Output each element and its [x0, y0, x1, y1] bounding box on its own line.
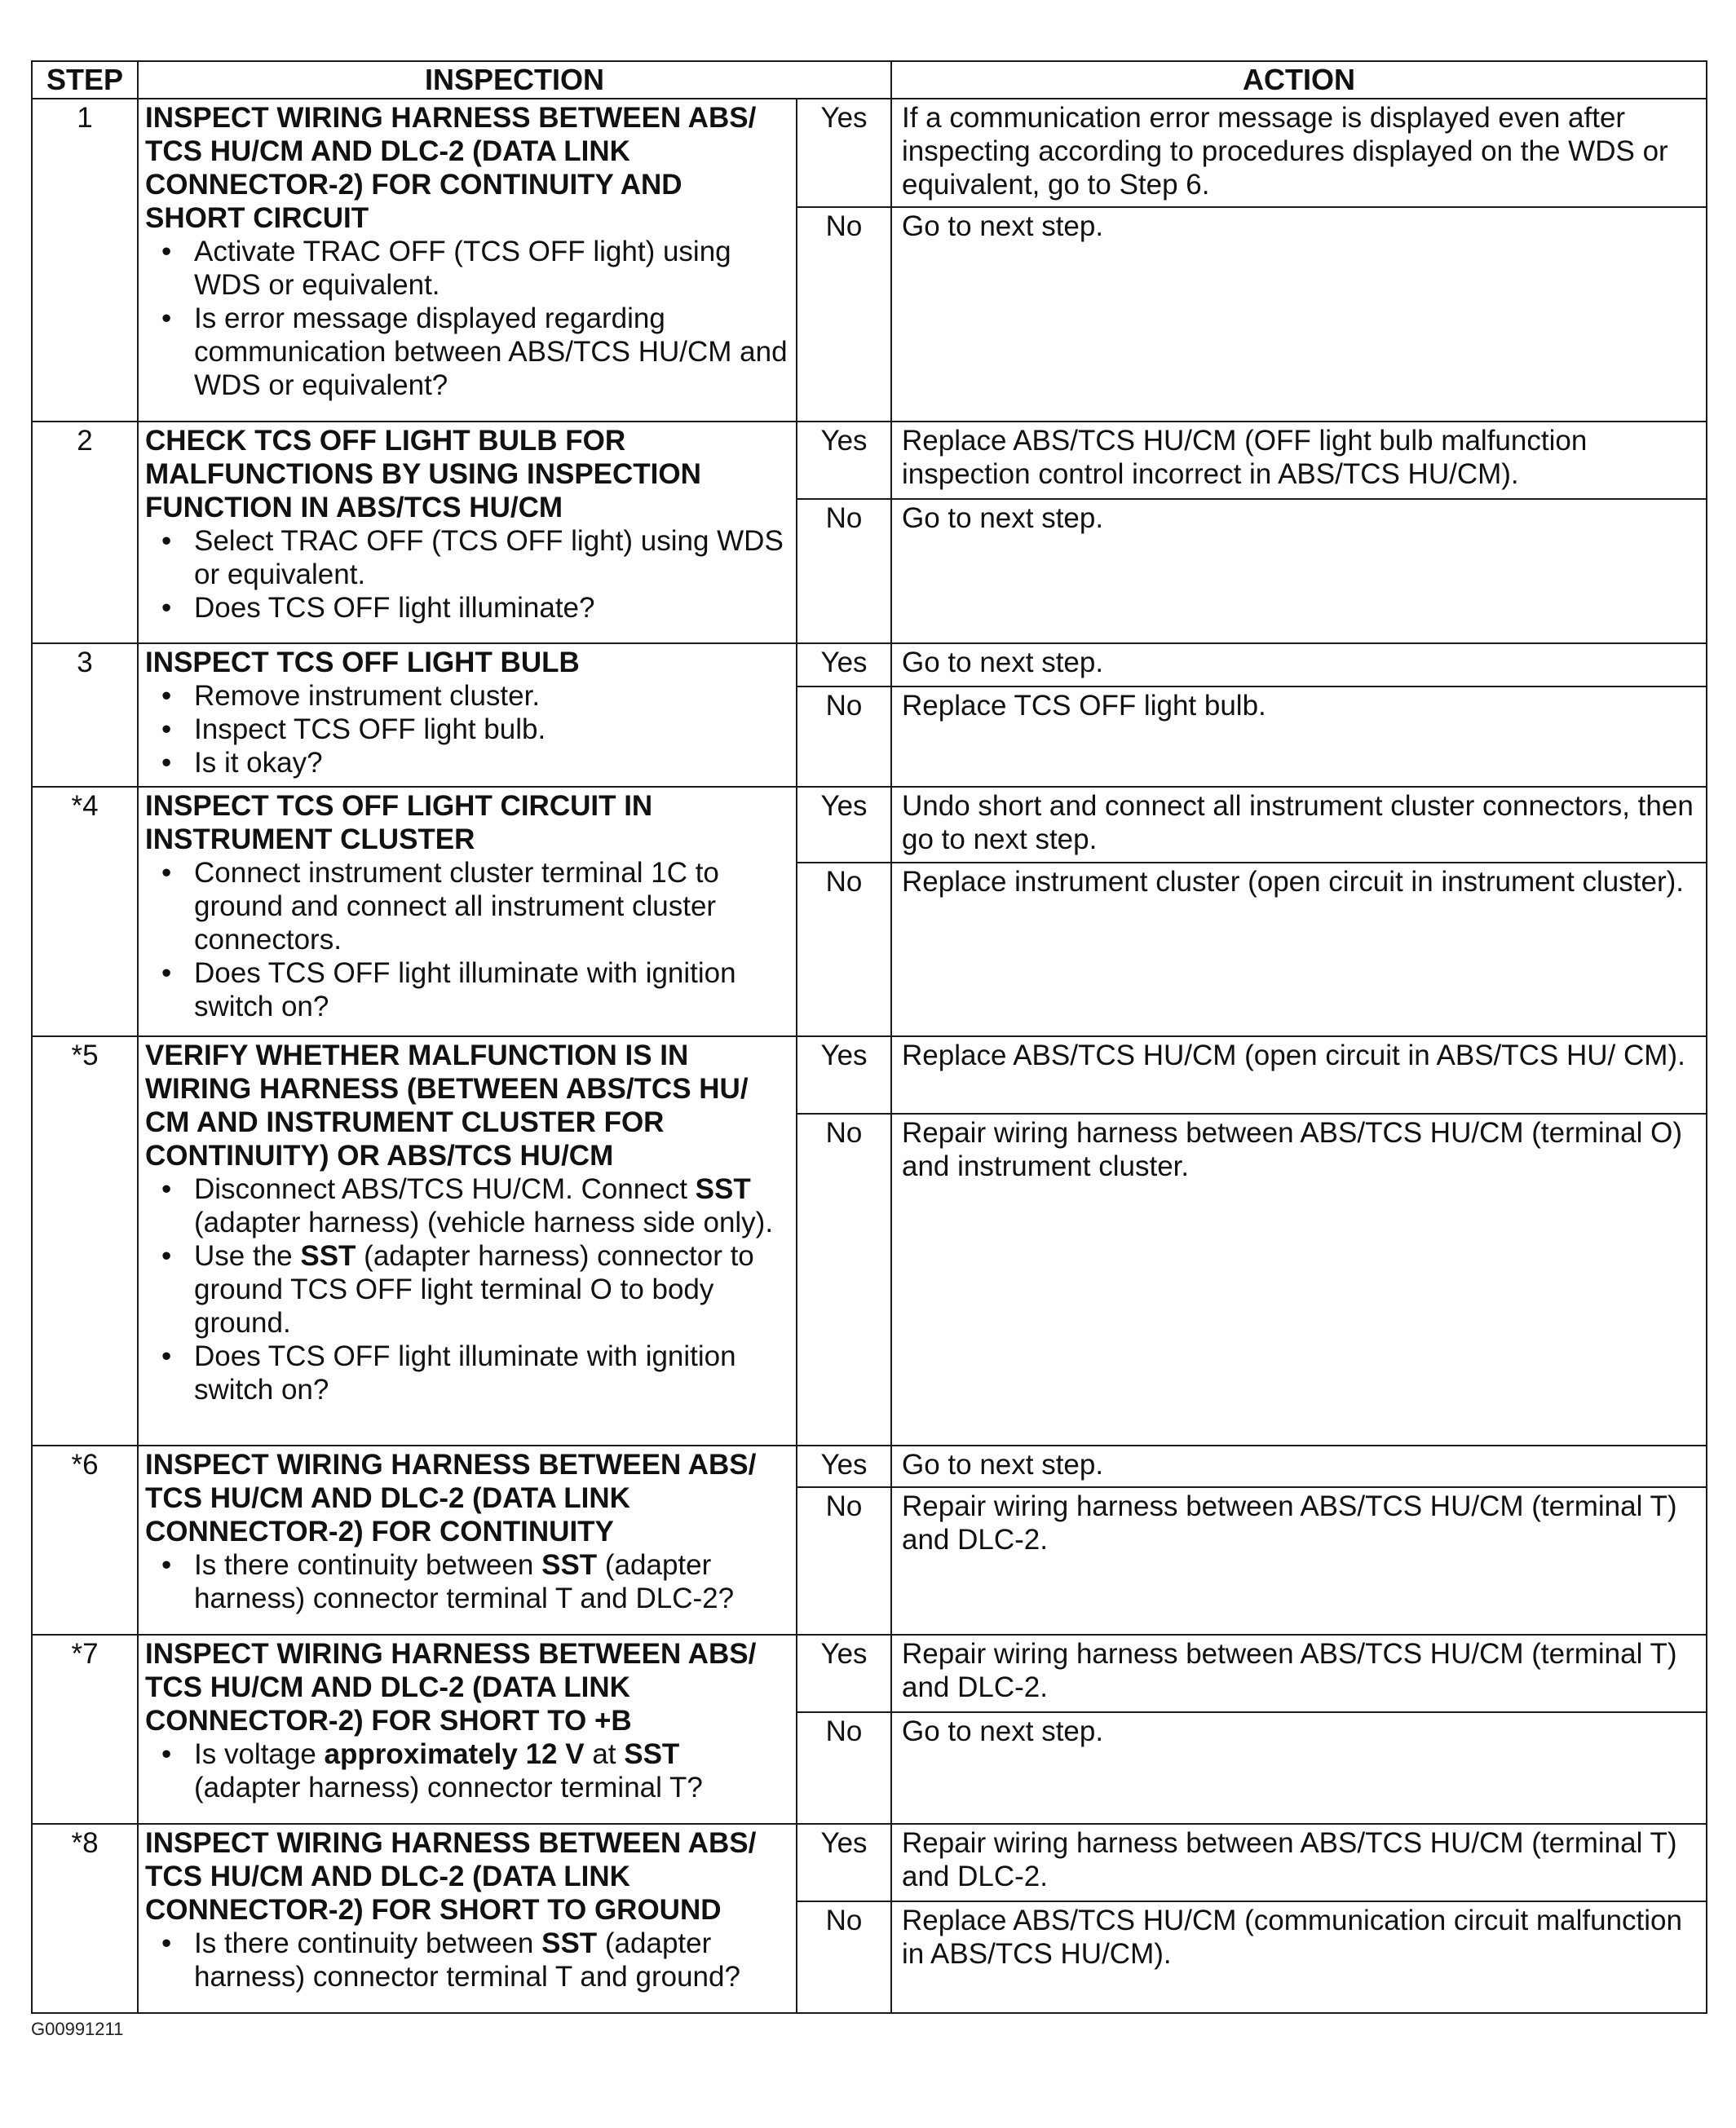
inspection-cell [138, 1036, 797, 1446]
yes-action: Replace ABS/TCS HU/CM (OFF light bulb malfunction inspection control incorrect in ABS/TCS HU/CM). [891, 422, 1707, 499]
no-label: No [797, 1901, 891, 2013]
yes-action: Undo short and connect all instrument cluster connectors, then go to next step. [891, 787, 1707, 863]
step-number: *6 [32, 1446, 138, 1635]
inspection-cell [138, 99, 797, 422]
list-item: • Is error message displayed regarding communication between ABS/TCS HU/CM and WDS or equivalent? [194, 302, 789, 402]
inspection-title: INSPECT TCS OFF LIGHT CIRCUIT IN INSTRUMENT CLUSTER [145, 790, 653, 855]
inspection-cell [138, 1446, 797, 1635]
table-row [32, 99, 1707, 207]
step-number: *7 [32, 1635, 138, 1824]
inspection-bullets [145, 1172, 789, 1406]
yes-label: Yes [797, 422, 891, 499]
step-number: 3 [32, 643, 138, 787]
yes-label: Yes [797, 1446, 891, 1487]
list-item: • Is there continuity between SST (adapter harness) connector terminal T and ground? [194, 1927, 789, 1993]
list-item: • Does TCS OFF light illuminate? [194, 591, 789, 625]
step-number: 2 [32, 422, 138, 643]
table-row [32, 643, 1707, 687]
inspection-title: INSPECT WIRING HARNESS BETWEEN ABS/ TCS HU/CM AND DLC-2 (DATA LINK CONNECTOR-2) FOR SHORT TO +B [145, 1638, 757, 1737]
inspection-cell [138, 1824, 797, 2013]
yes-label: Yes [797, 787, 891, 863]
yes-label: Yes [797, 1824, 891, 1901]
no-action: Replace ABS/TCS HU/CM (communication circuit malfunction in ABS/TCS HU/CM). [891, 1901, 1707, 2013]
table-row [32, 1036, 1707, 1114]
yes-action: If a communication error message is displayed even after inspecting according to procedures displayed on the WDS or equivalent, go to Step 6. [891, 99, 1707, 207]
inspection-cell [138, 787, 797, 1036]
no-label: No [797, 207, 891, 422]
inspection-title: VERIFY WHETHER MALFUNCTION IS IN WIRING HARNESS (BETWEEN ABS/TCS HU/ CM AND INSTRUMENT CLUSTER FOR CONTINUITY) OR ABS/TCS HU/CM [145, 1040, 749, 1172]
no-label: No [797, 499, 891, 643]
inspection-title: INSPECT WIRING HARNESS BETWEEN ABS/ TCS HU/CM AND DLC-2 (DATA LINK CONNECTOR-2) FOR CONTINUITY AND SHORT CIRCUIT [145, 102, 757, 234]
no-action: Go to next step. [891, 207, 1707, 422]
yes-label: Yes [797, 99, 891, 207]
table-row [32, 422, 1707, 499]
inspection-bullets [145, 1548, 789, 1615]
yes-action: Go to next step. [891, 643, 1707, 687]
header-step: STEP [32, 61, 138, 99]
inspection-bullets [145, 1737, 789, 1804]
table-row [32, 1824, 1707, 1901]
list-item: • Connect instrument cluster terminal 1C to ground and connect all instrument cluster connectors. [194, 856, 789, 956]
inspection-bullets [145, 679, 789, 779]
list-item: • Disconnect ABS/TCS HU/CM. Connect SST (adapter harness) (vehicle harness side only). [194, 1172, 789, 1239]
list-item: • Does TCS OFF light illuminate with ignition switch on? [194, 956, 789, 1023]
inspection-bullets [145, 1927, 789, 1993]
step-number: *4 [32, 787, 138, 1036]
step-number: *8 [32, 1824, 138, 2013]
no-label: No [797, 1712, 891, 1824]
yes-label: Yes [797, 1635, 891, 1712]
inspection-title: CHECK TCS OFF LIGHT BULB FOR MALFUNCTIONS BY USING INSPECTION FUNCTION IN ABS/TCS HU/CM [145, 425, 701, 523]
inspection-bullets [145, 235, 789, 402]
inspection-cell [138, 422, 797, 643]
list-item: • Inspect TCS OFF light bulb. [194, 713, 789, 746]
list-item: • Activate TRAC OFF (TCS OFF light) using WDS or equivalent. [194, 235, 789, 302]
yes-label: Yes [797, 1036, 891, 1114]
diagnostic-procedure-table [31, 60, 1707, 2014]
inspection-title: INSPECT WIRING HARNESS BETWEEN ABS/ TCS HU/CM AND DLC-2 (DATA LINK CONNECTOR-2) FOR CONTINUITY [145, 1449, 757, 1547]
table-row [32, 787, 1707, 863]
inspection-bullets [145, 524, 789, 625]
no-label: No [797, 687, 891, 787]
no-action: Replace TCS OFF light bulb. [891, 687, 1707, 787]
no-label: No [797, 1114, 891, 1446]
list-item: • Remove instrument cluster. [194, 679, 789, 713]
header-inspection: INSPECTION [138, 61, 891, 99]
yes-action: Go to next step. [891, 1446, 1707, 1487]
list-item: • Select TRAC OFF (TCS OFF light) using WDS or equivalent. [194, 524, 789, 591]
no-action: Repair wiring harness between ABS/TCS HU/CM (terminal O) and instrument cluster. [891, 1114, 1707, 1446]
no-action: Repair wiring harness between ABS/TCS HU/CM (terminal T) and DLC-2. [891, 1487, 1707, 1635]
yes-action: Repair wiring harness between ABS/TCS HU/CM (terminal T) and DLC-2. [891, 1635, 1707, 1712]
no-action: Go to next step. [891, 499, 1707, 643]
table-row [32, 1635, 1707, 1712]
inspection-title: INSPECT TCS OFF LIGHT BULB [145, 647, 580, 678]
list-item: • Is it okay? [194, 746, 789, 779]
list-item: • Is voltage approximately 12 V at SST (adapter harness) connector terminal T? [194, 1737, 789, 1804]
no-label: No [797, 863, 891, 1036]
list-item: • Use the SST (adapter harness) connector to ground TCS OFF light terminal O to body ground. [194, 1239, 789, 1340]
inspection-bullets [145, 856, 789, 1023]
yes-action: Replace ABS/TCS HU/CM (open circuit in ABS/TCS HU/ CM). [891, 1036, 1707, 1114]
inspection-title: INSPECT WIRING HARNESS BETWEEN ABS/ TCS HU/CM AND DLC-2 (DATA LINK CONNECTOR-2) FOR SHORT TO GROUND [145, 1827, 757, 1926]
inspection-cell [138, 643, 797, 787]
yes-action: Repair wiring harness between ABS/TCS HU/CM (terminal T) and DLC-2. [891, 1824, 1707, 1901]
table-row [32, 1446, 1707, 1487]
step-number: 1 [32, 99, 138, 422]
header-action: ACTION [891, 61, 1707, 99]
inspection-cell [138, 1635, 797, 1824]
step-number: *5 [32, 1036, 138, 1446]
table-header-row [32, 61, 1707, 99]
no-label: No [797, 1487, 891, 1635]
figure-id: G00991211 [31, 2019, 124, 2039]
no-action: Go to next step. [891, 1712, 1707, 1824]
list-item: • Does TCS OFF light illuminate with ignition switch on? [194, 1340, 789, 1406]
no-action: Replace instrument cluster (open circuit in instrument cluster). [891, 863, 1707, 1036]
yes-label: Yes [797, 643, 891, 687]
list-item: • Is there continuity between SST (adapter harness) connector terminal T and DLC-2? [194, 1548, 789, 1615]
